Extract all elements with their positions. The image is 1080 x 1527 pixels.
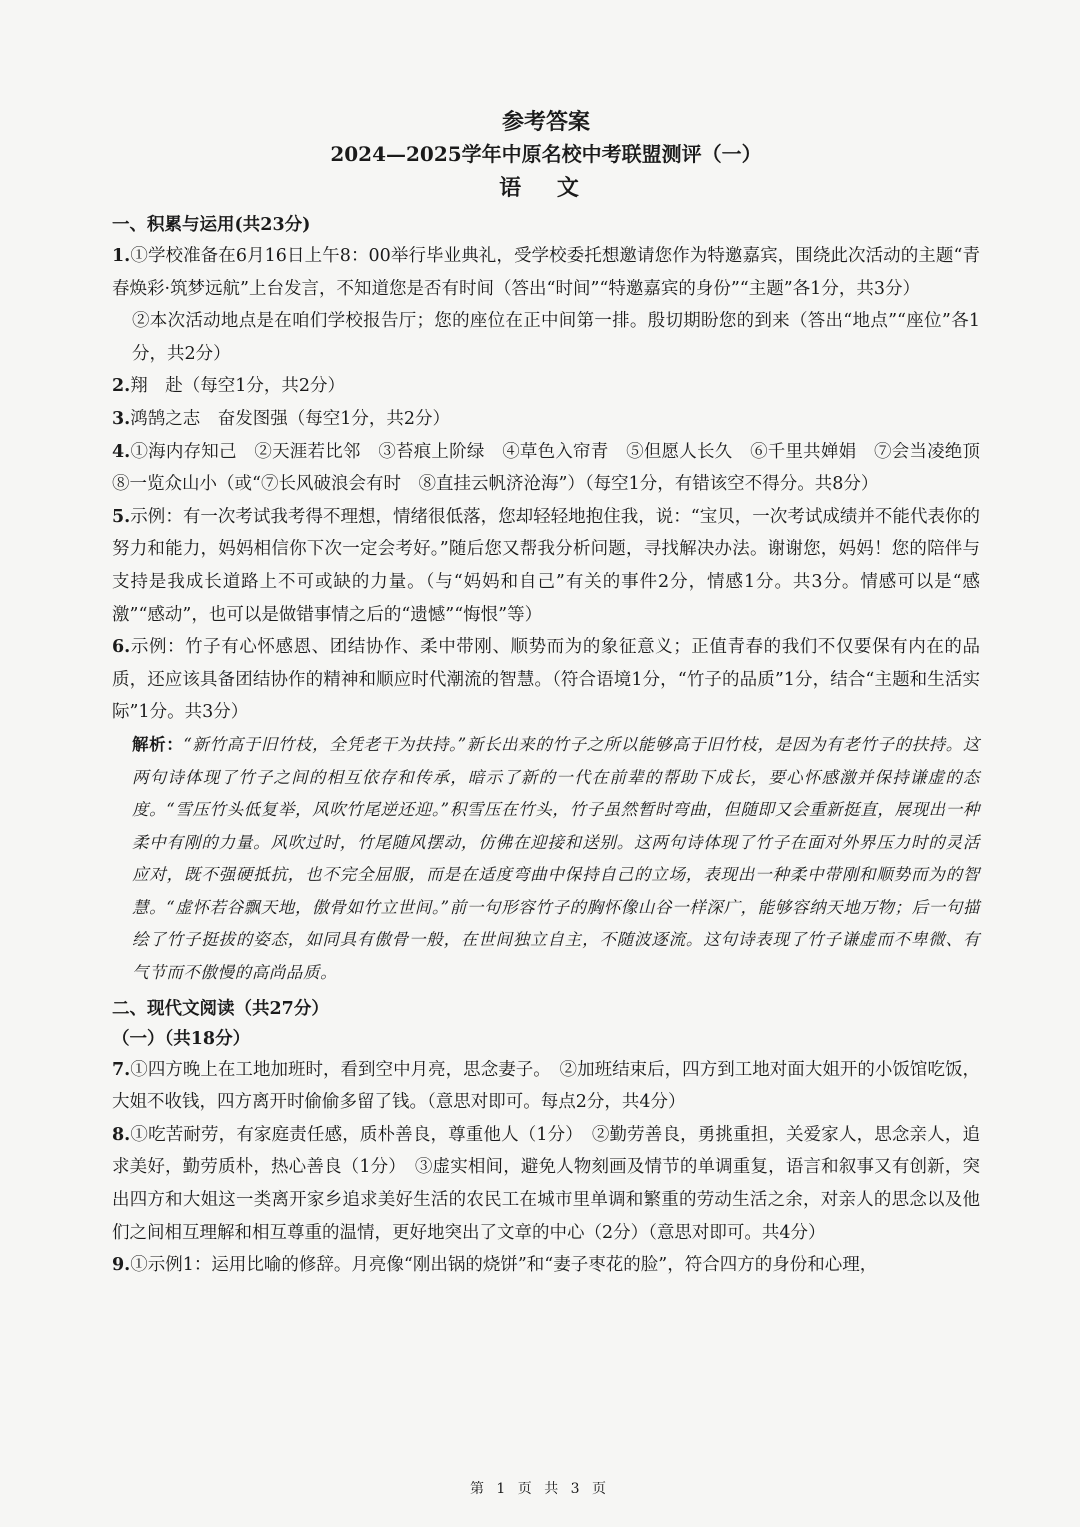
question-number: 4. [112, 441, 131, 462]
page-title: 参考答案 [501, 109, 590, 135]
answer-text: 鸿鹄之志 奋发图强（每空1分，共2分） [130, 408, 451, 429]
answer-text: 翔 赴（每空1分，共2分） [130, 376, 346, 397]
question-5 [112, 501, 980, 631]
answer-text: ①四方晚上在工地加班时，看到空中月亮，思念妻子。 ②加班结束后，四方到工地对面大姐开的小饭馆吃饭，大姐不收钱，四方离开时偷偷多留了钱。（意思对即可。每点2分，共4分） [112, 1059, 980, 1113]
section-1-title: 一、积累与运用(共23分) [112, 215, 311, 235]
question-number: 1. [112, 246, 131, 266]
question-9 [112, 1249, 980, 1282]
question-number: 6. [112, 637, 131, 658]
answer-text: 示例：竹子有心怀感恩、团结协作、柔中带刚、顺势而为的象征意义；正值青春的我们不仅要保有内在的品质，还应该具备团结协作的精神和顺应时代潮流的智慧。（符合语境1分，“竹子的品质”1分，结合“主题和生活实际”1分。共3分） [112, 637, 980, 723]
question-8 [112, 1119, 980, 1249]
page-footer: 第 1 页 共 3 页 [469, 1481, 611, 1497]
answer-text: ①吃苦耐劳，有家庭责任感，质朴善良，尊重他人（1分） ②勤劳善良，勇挑重担，关爱家人，思念亲人，追求美好，勤劳质朴，热心善良（1分） ③虚实相间，避免人物刻画及情节的单调重复，语言和叙事又有创新，突出四方和大姐这一类离开家乡追求美好生活的农民工在城市里单调和繁重的劳动生活之余，对亲人的思念以及他们之间相互理解和相互尊重的温情，更好地突出了文章的中心（2分）（意思对即可。共4分） [112, 1124, 980, 1243]
question-6-analysis [112, 729, 980, 990]
answer-text: ①海内存知己 ②天涯若比邻 ③苔痕上阶绿 ④草色入帘青 ⑤但愿人长久 ⑥千里共婵娟 ⑦会当凌绝顶 ⑧一览众山小（或“⑦长风破浪会有时 ⑧直挂云帆济沧海”）（每空1分，有错该空不得分。共8分） [112, 441, 998, 495]
question-2 [112, 370, 980, 403]
subject-title: 语 文 [499, 175, 593, 201]
question-number: 7. [112, 1059, 131, 1080]
question-number: 8. [112, 1124, 131, 1145]
question-3 [112, 403, 980, 436]
question-number: 5. [112, 506, 131, 527]
section-2-title: 二、现代文阅读（共27分） [112, 998, 329, 1019]
question-number: 3. [112, 408, 131, 429]
question-1-part-2: ②本次活动地点是在咱们学校报告厅；您的座位在正中间第一排。殷切期盼您的到来（答出“地点”“座位”各1分，共2分） [132, 311, 980, 364]
question-4 [112, 436, 998, 501]
answer-text: ①示例1：运用比喻的修辞。月亮像“刚出锅的烧饼”和“妻子枣花的脸”，符合四方的身份和心理， [130, 1255, 878, 1276]
answer-text: ①学校准备在6月16日上午8：00举行毕业典礼，受学校委托想邀请您作为特邀嘉宾，围绕此次活动的主题“青春焕彩·筑梦远航”上台发言，不知道您是否有时间（答出“时间”“特邀嘉宾的身份”“主题”各1分，共3分） [112, 246, 980, 299]
analysis-label: 解析： [132, 734, 184, 754]
question-1 [112, 240, 980, 305]
exam-subtitle: 2024—2025学年中原名校中考联盟测评（一） [330, 142, 762, 166]
subsection-1-title: （一）（共18分） [112, 1028, 251, 1049]
question-number: 2. [112, 376, 131, 397]
question-6 [112, 631, 980, 729]
question-7 [112, 1054, 980, 1119]
analysis-text: “新竹高于旧竹枝，全凭老干为扶持。”新长出来的竹子之所以能够高于旧竹枝，是因为有老竹子的扶持。这两句诗体现了竹子之间的相互依存和传承，暗示了新的一代在前辈的帮助下成长，要心怀感激并保持谦虚的态度。“雪压竹头低复举，风吹竹尾逆还迎。”积雪压在竹头，竹子虽然暂时弯曲，但随即又会重新挺直，展现出一种柔中有刚的力量。风吹过时，竹尾随风摆动，仿佛在迎接和送别。这两句诗体现了竹子在面对外界压力时的灵活应对，既不强硬抵抗，也不完全屈服，而是在适度弯曲中保持自己的立场，表现出一种柔中带刚和顺势而为的智慧。“虚怀若谷飘天地，傲骨如竹立世间。”前一句形容竹子的胸怀像山谷一样深广，能够容纳天地万物；后一句描绘了竹子挺拔的姿态，如同具有傲骨一般，在世间独立自主，不随波逐流。这句诗表现了竹子谦虚而不卑微、有气节而不傲慢的高尚品质。 [132, 734, 980, 983]
question-number: 9. [112, 1255, 131, 1276]
answer-text: 示例：有一次考试我考得不理想，情绪很低落，您却轻轻地抱住我，说：“宝贝，一次考试成绩并不能代表你的努力和能力，妈妈相信你下次一定会考好。”随后您又帮我分析问题，寻找解决办法。谢谢您，妈妈！您的陪伴与支持是我成长道路上不可或缺的力量。（与“妈妈和自己”有关的事件2分，情感1分。共3分。情感可以是“感激”“感动”，也可以是做错事情之后的“遗憾”“悔恨”等） [112, 506, 980, 625]
